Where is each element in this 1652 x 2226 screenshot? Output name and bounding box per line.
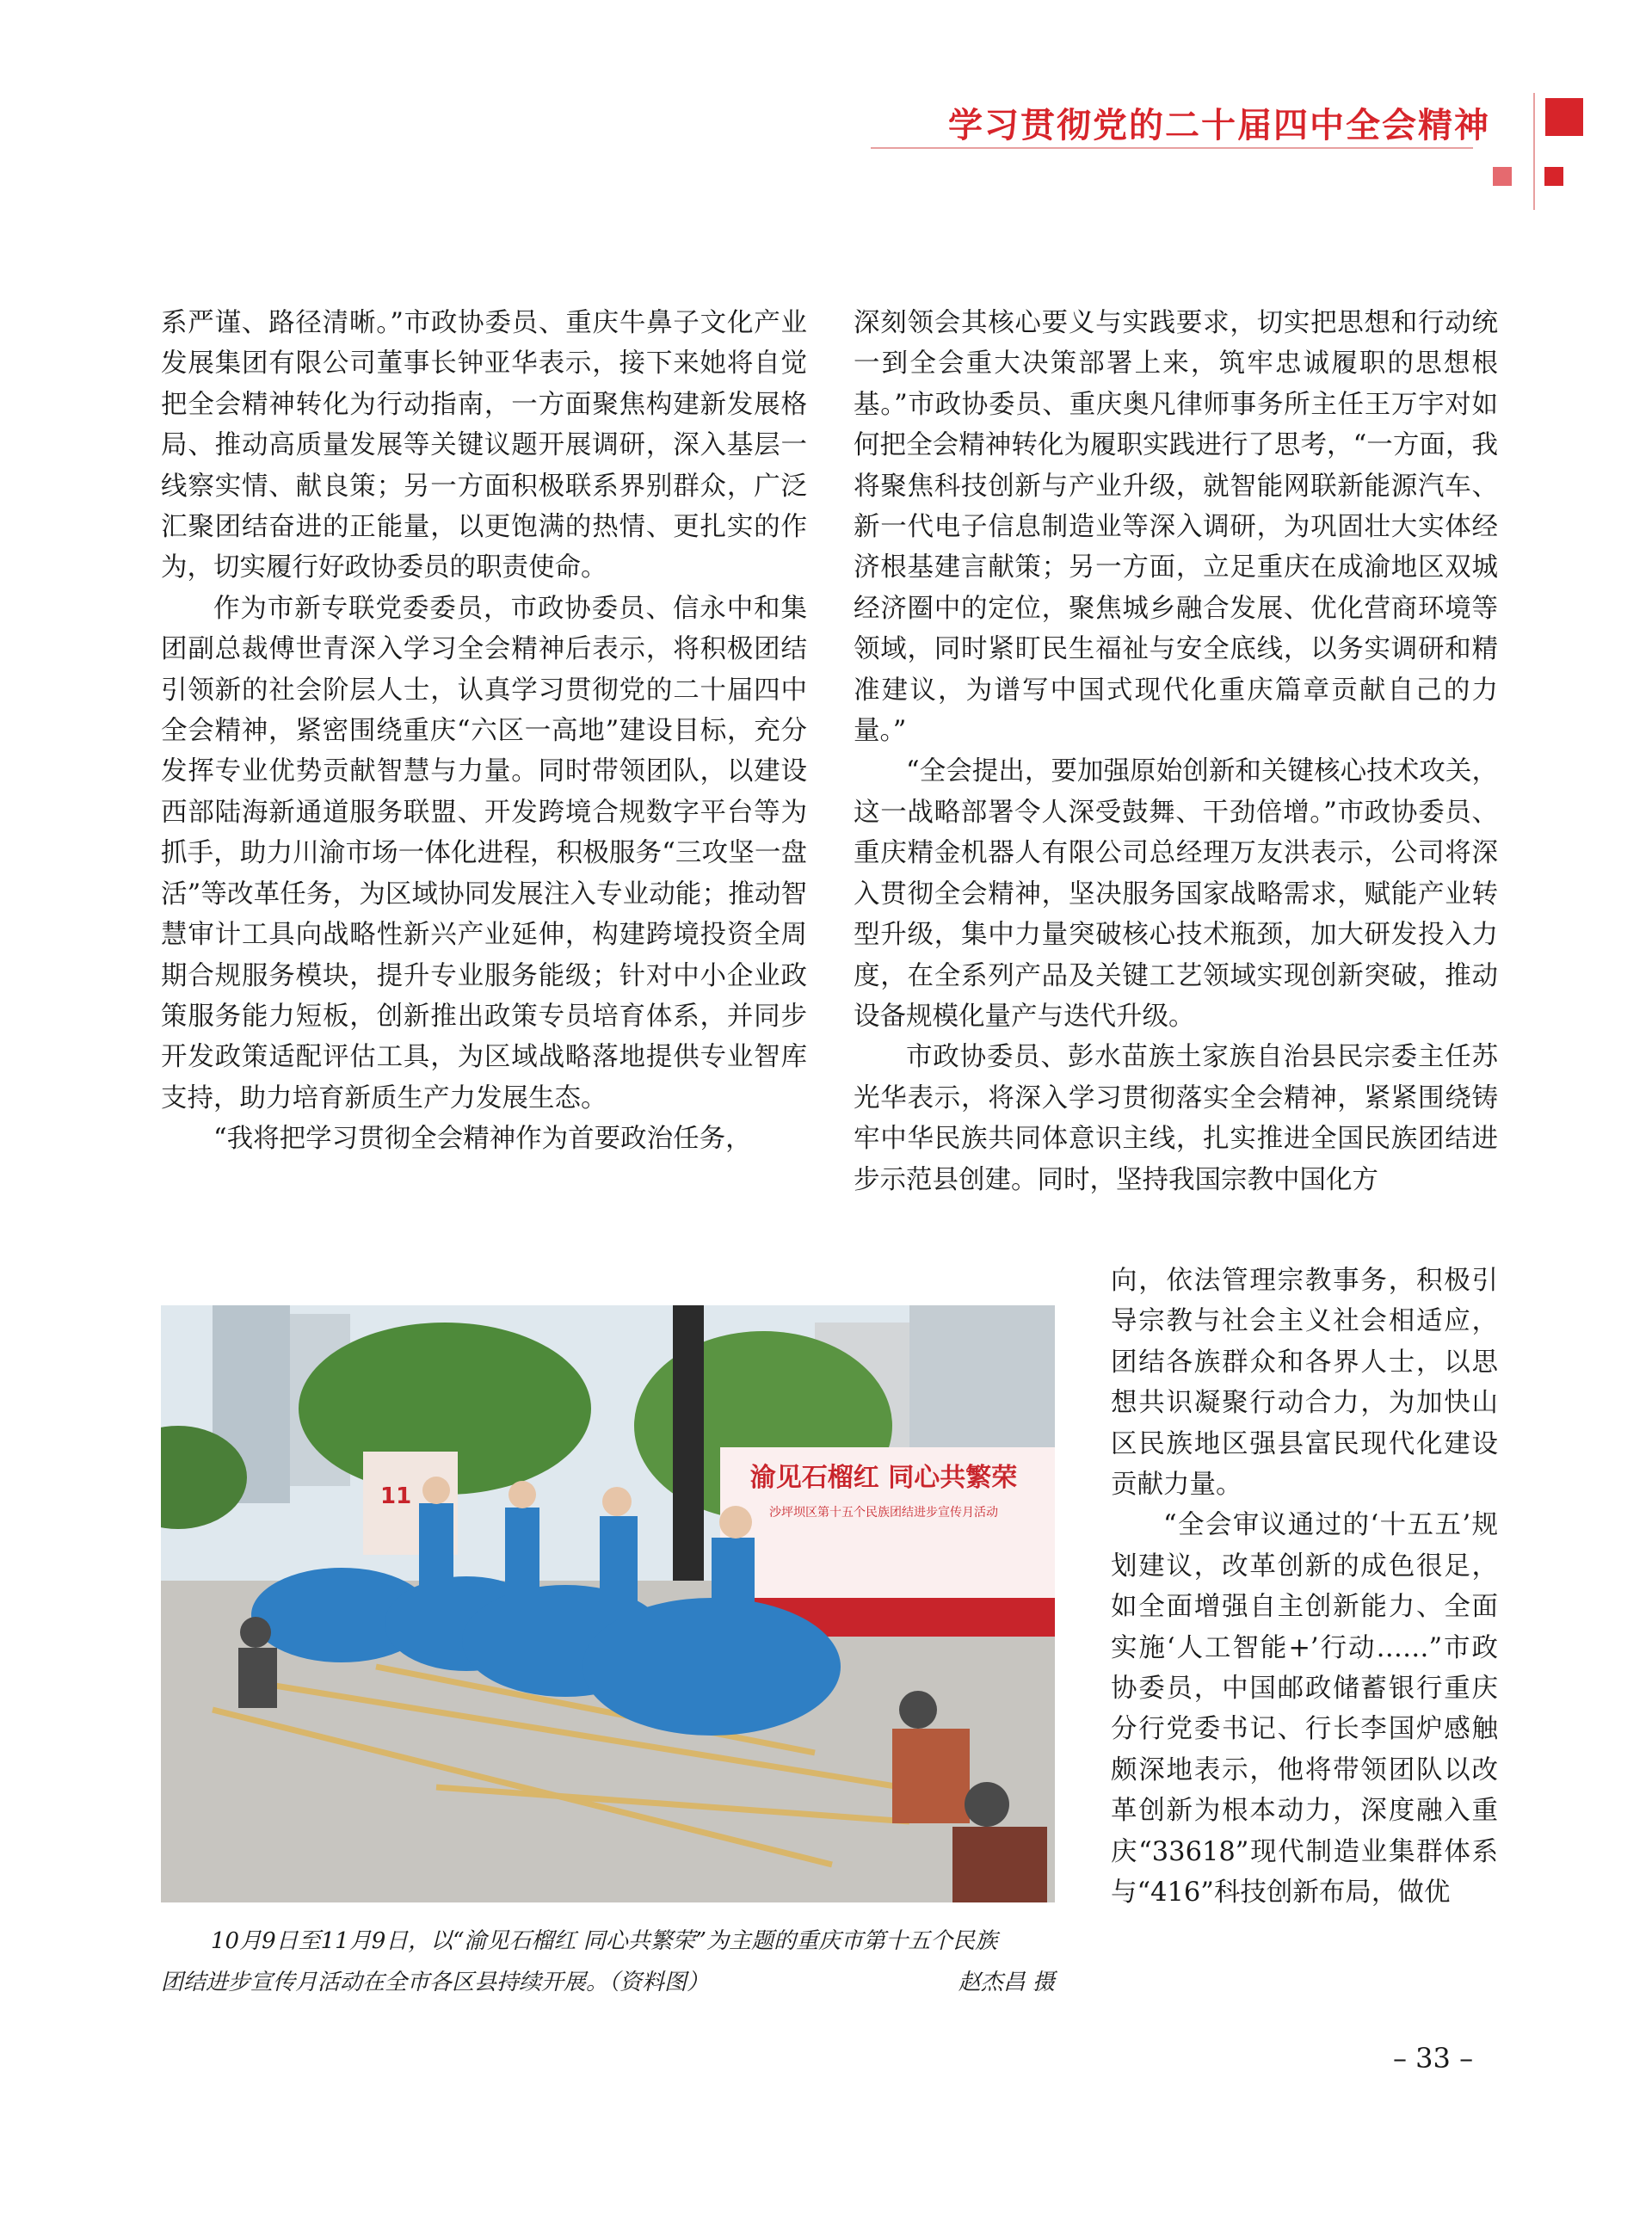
section-title: 学习贯彻党的二十届四中全会精神 [948,106,1490,145]
photo-banner-subtitle: 沙坪坝区第十五个民族团结进步宣传月活动 [769,1506,998,1520]
photo-banner-title: 渝见石榴红 同心共繁荣 [749,1463,1018,1493]
paragraph: 深刻领会其核心要义与实践要求，切实把思想和行动统一到全会重大决策部署上来，筑牢忠诚履职的思想根基。”市政协委员、重庆奥凡律师事务所主任王万宇对如何把全会精神转化为履职实践进行了思考，“一方面，我将聚焦科技创新与产业升级，就智能网联新能源汽车、新一代电子信息制造业等深入调研，为巩固壮大实体经济根基建言献策；另一方面，立足重庆在成渝地区双城经济圈中的定位，聚焦城乡融合发展、优化营商环境等领域，同时紧盯民生福祉与安全底线，以务实调研和精准建议，为谱写中国式现代化重庆篇章贡献自己的力量。” [854,308,1498,747]
header-rule [871,147,1473,149]
paragraph: “全会提出，要加强原始创新和关键核心技术攻关，这一战略部署令人深受鼓舞、干劲倍增。”市政协委员、重庆精金机器人有限公司总经理万友洪表示，公司将深入贯彻全会精神，坚决服务国家战略需求，赋能产业转型升级，集中力量突破核心技术瓶颈，加大研发投入力度，在全系列产品及关键工艺领域实现创新突破，推动设备规模化量产与迭代升级。 [854,756,1498,1032]
header-vertical-rule [1533,93,1535,210]
paragraph: “全会审议通过的‘十五五’规划建议，改革创新的成色很足，如全面增强自主创新能力、全面实施‘人工智能+’行动……”市政协委员，中国邮政储蓄银行重庆分行党委书记、行长李国炉感触颇深地表示，他将带领团队以改革创新为根本动力，深度融入重庆“33618”现代制造业集群体系与“416”科技创新布局，做优 [1111,1510,1498,1908]
right-column [854,303,1498,1200]
paragraph: 系严谨、路径清晰。”市政协委员、重庆牛鼻子文化产业发展集团有限公司董事长钟亚华表示，接下来她将自觉把全会精神转化为行动指南，一方面聚焦构建新发展格局、推动高质量发展等关键议题开展调研，深入基层一线察实情、献良策；另一方面积极联系界别群众，广泛汇聚团结奋进的正能量，以更饱满的热情、更扎实的作为，切实履行好政协委员的职责使命。 [161,308,807,583]
paragraph: “我将把学习贯彻全会精神作为首要政治任务， [213,1124,752,1155]
photo-sign-number: 11 [380,1483,412,1509]
event-photo [161,1305,1055,1902]
paragraph: 向，依法管理宗教事务，积极引导宗教与社会主义社会相适应，团结各族群众和各界人士，以思想共识凝聚行动合力，为加快山区民族地区强县富民现代化建设贡献力量。 [1111,1266,1498,1501]
caption-line: 10月9日至11月9日，以“渝见石榴红 同心共繁荣”为主题的重庆市第十五个民族 [211,1928,998,1954]
paragraph: 市政协委员、彭水苗族土家族自治县民宗委主任苏光华表示，将深入学习贯彻落实全会精神，紧紧围绕铸牢中华民族共同体意识主线，扎实推进全国民族团结进步示范县创建。同时，坚持我国宗教中国化方 [854,1042,1498,1195]
photo-credit: 赵杰昌 摄 [958,1970,1055,1995]
paragraph: 作为市新专联党委委员，市政协委员、信永中和集团副总裁傅世青深入学习全会精神后表示，将积极团结引领新的社会阶层人士，认真学习贯彻党的二十届四中全会精神，紧密围绕重庆“六区一高地”建设目标，充分发挥专业优势贡献智慧与力量。同时带领团队，以建设西部陆海新通道服务联盟、开发跨境合规数字平台等为抓手，助力川渝市场一体化进程，积极服务“三攻坚一盘活”等改革任务，为区域协同发展注入专业动能；推动智慧审计工具向战略性新兴产业延伸，构建跨境投资全周期合规服务模块，提升专业服务能级；针对中小企业政策服务能力短板，创新推出政策专员培育体系，并同步开发政策适配评估工具，为区域战略落地提供专业智库支持，助力培育新质生产力发展生态。 [161,593,807,1113]
header-small-square [1493,167,1512,186]
left-column [161,303,807,1160]
page-number: – 33 – [1393,2042,1474,2075]
header-red-square [1545,98,1583,136]
photo-pillar [673,1305,704,1589]
narrow-column [1111,1261,1498,1914]
photo-caption [161,1921,1055,2003]
caption-line: 团结进步宣传月活动在全市各区县持续开展。（资料图） [161,1970,710,1995]
header-small-square [1544,167,1563,186]
